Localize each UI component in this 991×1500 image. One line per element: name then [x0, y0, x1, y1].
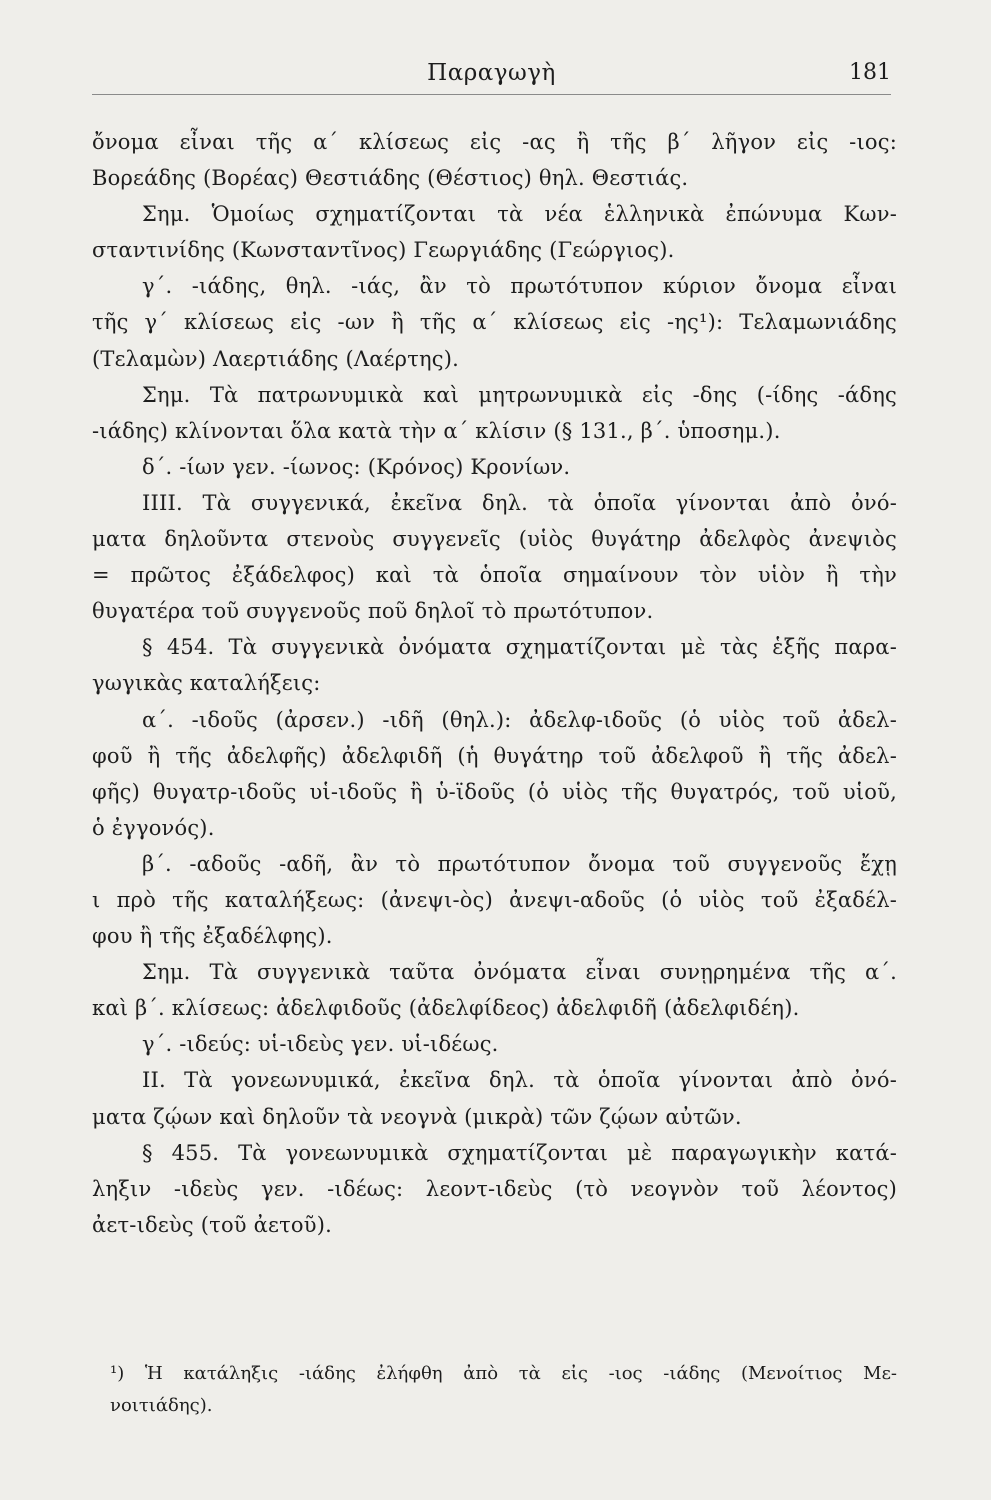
text-line: IIII. Τὰ συγγενικά, ἐκεῖνα δηλ. τὰ ὁποῖα γίνονται ἀπὸ ὀνό- — [142, 490, 897, 515]
text-line: γ΄. -ιάδης, θηλ. -ιάς, ἂν τὸ πρωτότυπον κύριον ὄνομα εἶναι — [142, 274, 897, 299]
text-line: ἀετ-ιδεὺς (τοῦ ἀετοῦ). — [92, 1212, 332, 1237]
text-line: ι πρὸ τῆς καταλήξεως: (ἀνεψι-ὸς) ἀνεψι-αδοῦς (ὁ υἱὸς τοῦ ἐξαδέλ- — [92, 887, 897, 912]
running-head — [92, 58, 891, 95]
text-line: α΄. -ιδοῦς (ἀρσεν.) -ιδῆ (θηλ.): ἀδελφ-ιδοῦς (ὁ υἱὸς τοῦ ἀδελ- — [142, 707, 897, 732]
text-line: δ΄. -ίων γεν. -ίωνος: (Κρόνος) Κρονίων. — [142, 454, 571, 479]
text-line: ματα ζῴων καὶ δηλοῦν τὰ νεογνὰ (μικρὰ) τῶν ζῴων αὐτῶν. — [92, 1104, 742, 1129]
text-line: ληξιν -ιδεὺς γεν. -ιδέως: λεοντ-ιδεὺς (τὸ νεογνὸν τοῦ λέοντος) — [92, 1176, 897, 1201]
running-title: Παραγωγὴ — [427, 60, 556, 86]
text-line: γ΄. -ιδεύς: υἱ-ιδεὺς γεν. υἱ-ιδέως. — [142, 1032, 499, 1057]
text-line: = πρῶτος ἐξάδελφος) καὶ τὰ ὁποῖα σημαίνουν τὸν υἱὸν ἢ τὴν — [92, 563, 897, 588]
text-line: Σημ. Τὰ πατρωνυμικὰ καὶ μητρωνυμικὰ εἰς -δης (-ίδης -άδης — [142, 382, 897, 407]
text-line: φῆς) θυγατρ-ιδοῦς υἱ-ιδοῦς ἢ ὑ-ϊδοῦς (ὁ υἱὸς τῆς θυγατρός, τοῦ υἱοῦ, — [92, 779, 897, 804]
text-line: -ιάδης) κλίνονται ὅλα κατὰ τὴν α΄ κλίσιν (§ 131., β΄. ὑποσημ.). — [92, 418, 781, 443]
footnote-line: ¹) Ἡ κατάληξις -ιάδης ἐλήφθη ἀπὸ τὰ εἰς -ιος -ιάδης (Μενοίτιος Με- — [110, 1363, 897, 1384]
text-line: σταντινίδης (Κωνσταντῖνος) Γεωργιάδης (Γεώργιος). — [92, 238, 675, 263]
text-line: ματα δηλοῦντα στενοὺς συγγενεῖς (υἱὸς θυγάτηρ ἀδελφὸς ἀνεψιὸς — [92, 527, 897, 552]
text-line: Βορεάδης (Βορέας) Θεστιάδης (Θέστιος) θηλ. Θεστιάς. — [92, 166, 689, 191]
text-line: § 455. Τὰ γονεωνυμικὰ σχηματίζονται μὲ παραγωγικὴν κατά- — [142, 1140, 897, 1165]
text-line: καὶ β΄. κλίσεως: ἀδελφιδοῦς (ἀδελφίδεος) ἀδελφιδῆ (ἀδελφιδέη). — [92, 996, 800, 1021]
text-line: ὁ ἐγγονός). — [92, 815, 215, 840]
page-number: 181 — [849, 60, 891, 85]
text-line: ὄνομα εἶναι τῆς α΄ κλίσεως εἰς -ας ἢ τῆς β΄ λῆγον εἰς -ιος: — [92, 130, 897, 154]
footnote-line: νοιτιάδης). — [110, 1395, 213, 1416]
text-line: γωγικὰς καταλήξεις: — [92, 671, 321, 696]
text-line: Σημ. Τὰ συγγενικὰ ταῦτα ὀνόματα εἶναι συνῃρημένα τῆς α΄. — [142, 960, 897, 985]
text-line: (Τελαμὼν) Λαερτιάδης (Λαέρτης). — [92, 346, 460, 371]
text-line: θυγατέρα τοῦ συγγενοῦς ποῦ δηλοῖ τὸ πρωτότυπον. — [92, 599, 654, 624]
body-text — [92, 124, 897, 1243]
text-line: φοῦ ἢ τῆς ἀδελφῆς) ἀδελφιδῆ (ἡ θυγάτηρ τοῦ ἀδελφοῦ ἢ τῆς ἀδελ- — [92, 743, 897, 768]
text-line: II. Τὰ γονεωνυμικά, ἐκεῖνα δηλ. τὰ ὁποῖα γίνονται ἀπὸ ὀνό- — [142, 1068, 897, 1093]
text-line: β΄. -αδοῦς -αδῆ, ἂν τὸ πρωτότυπον ὄνομα τοῦ συγγενοῦς ἔχῃ — [142, 851, 897, 876]
text-line: τῆς γ΄ κλίσεως εἰς -ων ἢ τῆς α΄ κλίσεως εἰς -ης¹): Τελαμωνιάδης — [92, 310, 897, 335]
footnotes — [110, 1358, 897, 1422]
text-line: φου ἢ τῆς ἐξαδέλφης). — [92, 924, 333, 949]
text-line: § 454. Τὰ συγγενικὰ ὀνόματα σχηματίζονται μὲ τὰς ἑξῆς παρα- — [142, 635, 897, 660]
text-line: Σημ. Ὁμοίως σχηματίζονται τὰ νέα ἑλληνικὰ ἐπώνυμα Κων- — [142, 202, 897, 227]
